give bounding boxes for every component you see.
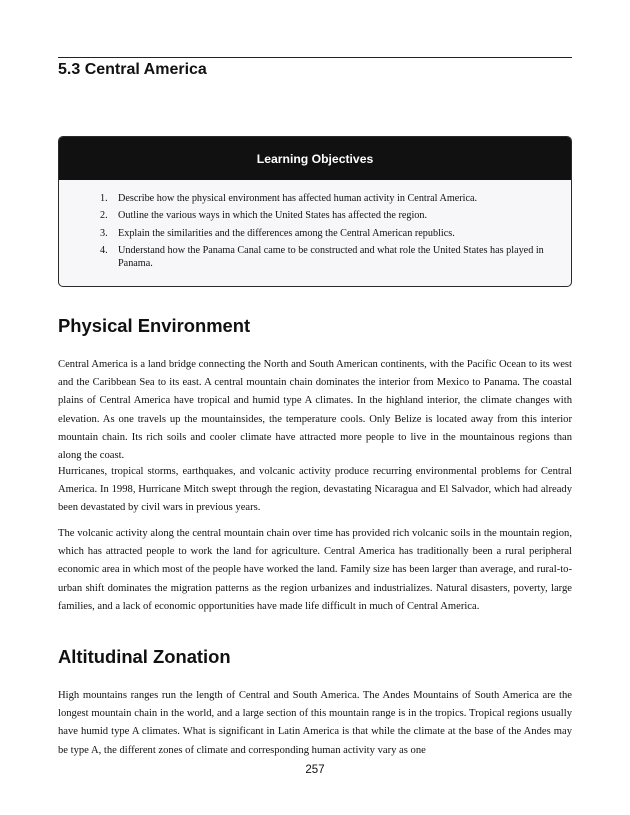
list-item-number: 3.: [100, 227, 108, 239]
list-item: [100, 228, 550, 240]
list-item-number: 2.: [100, 210, 108, 222]
learning-objectives-list: [100, 193, 550, 275]
list-item-text: Explain the similarities and the differences among the Central American republics.: [118, 227, 455, 239]
list-item: [100, 245, 550, 270]
list-item-text: Understand how the Panama Canal came to be constructed and what role the United States has played in Panama.: [118, 245, 544, 269]
physical-environment-heading: Physical Environment: [58, 315, 251, 336]
list-item-number: 4.: [100, 245, 108, 257]
list-item: [100, 193, 550, 205]
list-item-text: Describe how the physical environment has affected human activity in Central America.: [118, 193, 478, 204]
learning-objectives-title: Learning Objectives: [59, 137, 571, 180]
paragraph: Hurricanes, tropical storms, earthquakes, and volcanic activity produce recurring environmental problems for Central America. In 1998, Hurricane Mitch swept through the region, devastating Nicaragua and El Salvador, which had already been devastated by civil wars in previous years.: [58, 466, 572, 514]
page-number: 257: [305, 764, 325, 776]
list-item-text: Outline the various ways in which the United States has affected the region.: [118, 210, 428, 222]
section-title: 5.3 Central America: [58, 61, 207, 78]
learning-objectives-box: [58, 136, 572, 287]
paragraph: High mountains ranges run the length of Central and South America. The Andes Mountains of South America are the longest mountain chain in the world, and a large section of this mountain range is in the tropics. Tropical regions usually have humid type A climates. What is significant in Latin America is that while the climate at the base of the Andes may be type A, the different zones of climate and corresponding human activity vary as one: [58, 690, 572, 756]
top-rule: [58, 57, 572, 58]
altitudinal-zonation-heading: Altitudinal Zonation: [58, 646, 231, 667]
paragraph: The volcanic activity along the central mountain chain over time has provided rich volcanic soils in the mountain region, which has attracted people to work the land for agriculture. Central America has traditionally been a rural peripheral economic area in which most of the people have worked the land. Family size has been larger than average, and rural-to-urban shift dominates the migration patterns as the region urbanizes and industrializes. Natural disasters, poverty, large families, and a lack of economic opportunities have made life difficult in much of Central America.: [58, 528, 572, 612]
paragraph: Central America is a land bridge connecting the North and South American continents, with the Pacific Ocean to its west and the Caribbean Sea to its east. A central mountain chain dominates the interior from Mexico to Panama. The coastal plains of Central America have tropical and humid type A climates. In the highland interior, the climate changes with elevation. As one travels up the mountainsides, the temperature cools. Only Belize is located away from this interior mountain chain. Its rich soils and cooler climate have attracted more people to live in the mountainous regions than along the coast.: [58, 359, 572, 462]
list-item-number: 1.: [100, 193, 108, 204]
list-item: [100, 210, 550, 222]
